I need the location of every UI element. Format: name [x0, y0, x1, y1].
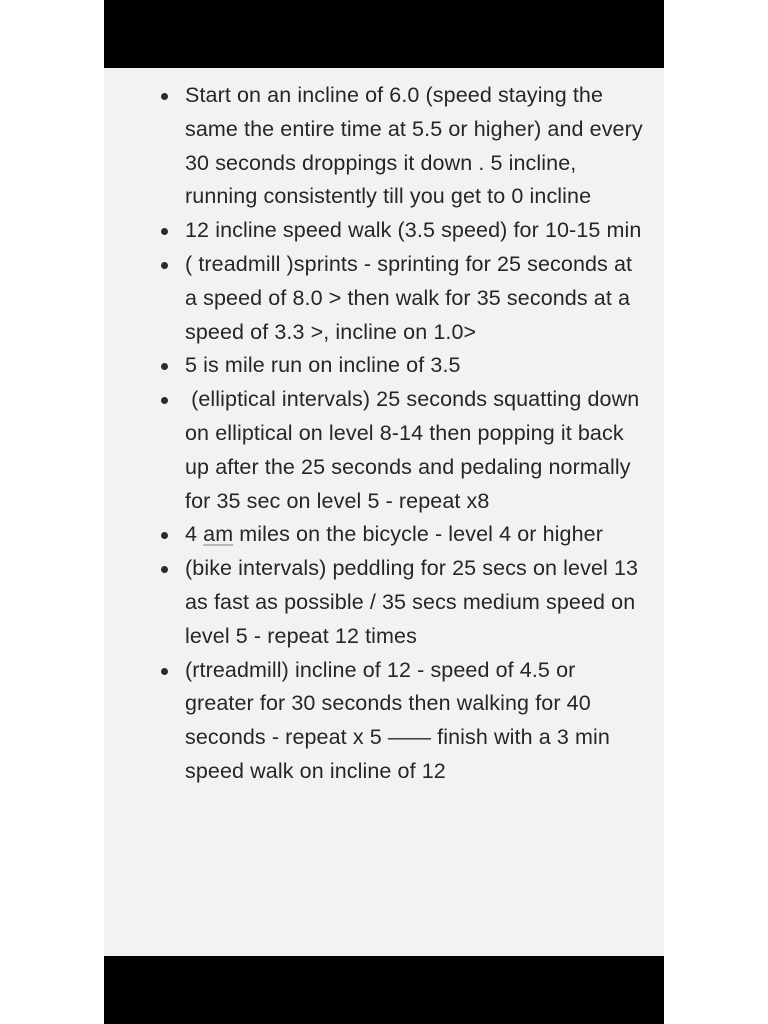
list-item: [104, 214, 664, 248]
bottom-black-bar: [104, 956, 664, 1024]
list-item-text: ( treadmill )sprints - sprinting for 25 seconds at a speed of 8.0 > then walk for 35 seconds at a speed of 3.3 >, incline on 1.0>: [185, 251, 633, 344]
screenshot-frame: [104, 0, 664, 1024]
bullet-icon: [161, 566, 168, 573]
workout-bullet-list: [104, 79, 664, 789]
bullet-icon: [161, 93, 168, 100]
bullet-icon: [161, 668, 168, 675]
bullet-icon: [161, 532, 168, 539]
list-item: [104, 383, 664, 518]
list-item-text: 5 is mile run on incline of 3.5: [185, 353, 461, 378]
list-item: [104, 349, 664, 383]
list-item-prefix: 4: [185, 522, 204, 547]
list-item: [104, 654, 664, 789]
list-item-text: (rtreadmill) incline of 12 - speed of 4.5 or greater for 30 seconds then walking for 40 seconds - repeat x 5 —— finish with a 3 min speed walk on incline of 12: [185, 657, 610, 783]
list-item: [104, 248, 664, 349]
list-item: [104, 552, 664, 653]
bullet-icon: [161, 397, 168, 404]
list-item-text: (bike intervals) peddling for 25 secs on level 13 as fast as possible / 35 secs medium speed on level 5 - repeat 12 times: [185, 556, 639, 648]
note-content[interactable]: [104, 68, 664, 956]
list-item: [104, 518, 664, 552]
bullet-icon: [161, 228, 168, 235]
bullet-icon: [161, 363, 168, 370]
spellcheck-flagged-word[interactable]: am: [203, 522, 234, 547]
bullet-icon: [161, 262, 168, 269]
list-item: [104, 79, 664, 214]
top-black-bar: [104, 0, 664, 68]
list-item-text: miles on the bicycle - level 4 or higher: [233, 522, 603, 547]
list-item-text: 12 incline speed walk (3.5 speed) for 10-15 min: [185, 218, 642, 243]
list-item-text: (elliptical intervals) 25 seconds squatting down on elliptical on level 8-14 then popping it back up after the 25 seconds and pedaling normally for 35 sec on level 5 - repeat x8: [185, 387, 646, 513]
list-item-text: Start on an incline of 6.0 (speed staying the same the entire time at 5.5 or higher) and every 30 seconds droppings it down . 5 incline, running consistently till you get to 0 incline: [185, 83, 643, 209]
